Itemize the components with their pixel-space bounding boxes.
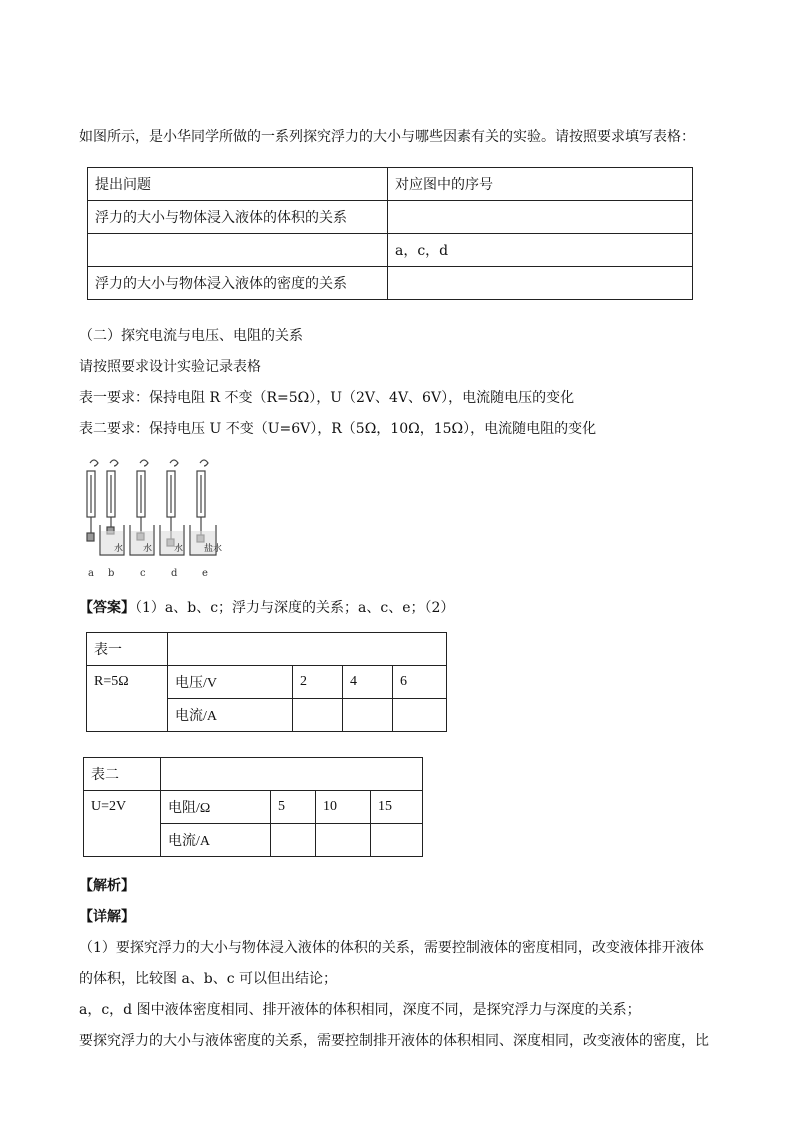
intro-text: 如图所示，是小华同学所做的一系列探究浮力的大小与哪些因素有关的实验。请按照要求填写表格： <box>79 129 695 145</box>
condition-cell: R=5Ω <box>87 666 168 732</box>
detail-tag: 【详解】 <box>79 909 135 925</box>
analysis-paragraph: （1）要探究浮力的大小与物体浸入液体的体积的关系，需要控制液体的密度相同，改变液体排开液体 <box>79 940 704 956</box>
water-label: 水 <box>174 544 184 554</box>
analysis-paragraph: 要探究浮力的大小与液体密度的关系，需要控制排开液体的体积相同、深度相同，改变液体的密度，比 <box>79 1033 709 1049</box>
value-cell <box>316 824 371 857</box>
water-label: 水 <box>114 544 124 554</box>
value-cell: 4 <box>343 666 393 699</box>
experiment-figure <box>80 455 230 580</box>
figure-label: d <box>171 568 178 579</box>
analysis-paragraph: a，c，d 图中液体密度相同、排开液体的体积相同，深度不同，是探究浮力与深度的关系； <box>79 1002 641 1018</box>
answer-tag: 【答案】 <box>79 600 135 616</box>
requirement-1: 表一要求：保持电阻 R 不变（R=5Ω），U（2V、4V、6V），电流随电压的变化 <box>79 390 575 406</box>
table-header-cell: 提出问题 <box>88 168 388 201</box>
value-cell: 6 <box>393 666 447 699</box>
requirement-2: 表二要求：保持电压 U 不变（U=6V），R（5Ω，10Ω，15Ω），电流随电阻的变化 <box>79 421 597 437</box>
answer-line <box>79 598 454 618</box>
value-cell: 5 <box>271 791 316 824</box>
value-cell <box>293 699 343 732</box>
figure-label: c <box>140 568 146 579</box>
table-cell <box>388 267 693 300</box>
value-cell: 10 <box>316 791 371 824</box>
table-two <box>83 757 423 857</box>
salt-water-label: 盐水 <box>204 544 223 554</box>
figure-label: b <box>108 568 115 579</box>
table-cell <box>388 201 693 234</box>
value-cell <box>371 824 423 857</box>
table-one <box>86 632 447 732</box>
section-title: （二）探究电流与电压、电阻的关系 <box>79 328 303 344</box>
table-cell: 浮力的大小与物体浸入液体的体积的关系 <box>88 201 388 234</box>
row-label-cell: 电流/A <box>168 699 293 732</box>
instruction-text: 请按照要求设计实验记录表格 <box>79 359 261 375</box>
table-cell: 浮力的大小与物体浸入液体的密度的关系 <box>88 267 388 300</box>
figure-label: e <box>202 568 208 579</box>
row-label-cell: 电流/A <box>161 824 271 857</box>
question-table <box>87 167 693 300</box>
water-label: 水 <box>143 544 153 554</box>
answer-text: （1）a、b、c；浮力与深度的关系；a、c、e；（2） <box>135 600 455 616</box>
table-title-cell: 表一 <box>87 633 168 666</box>
value-cell <box>343 699 393 732</box>
table-header-cell: 对应图中的序号 <box>388 168 693 201</box>
analysis-tag: 【解析】 <box>79 878 135 894</box>
value-cell <box>271 824 316 857</box>
value-cell <box>393 699 447 732</box>
table-cell <box>168 633 447 666</box>
table-cell: a，c，d <box>388 234 693 267</box>
table-cell <box>88 234 388 267</box>
condition-cell: U=2V <box>84 791 161 857</box>
figure-label: a <box>88 568 94 579</box>
row-label-cell: 电压/V <box>168 666 293 699</box>
table-title-cell: 表二 <box>84 758 161 791</box>
value-cell: 2 <box>293 666 343 699</box>
table-cell <box>161 758 423 791</box>
row-label-cell: 电阻/Ω <box>161 791 271 824</box>
analysis-paragraph: 的体积，比较图 a、b、c 可以但出结论； <box>79 971 338 987</box>
value-cell: 15 <box>371 791 423 824</box>
